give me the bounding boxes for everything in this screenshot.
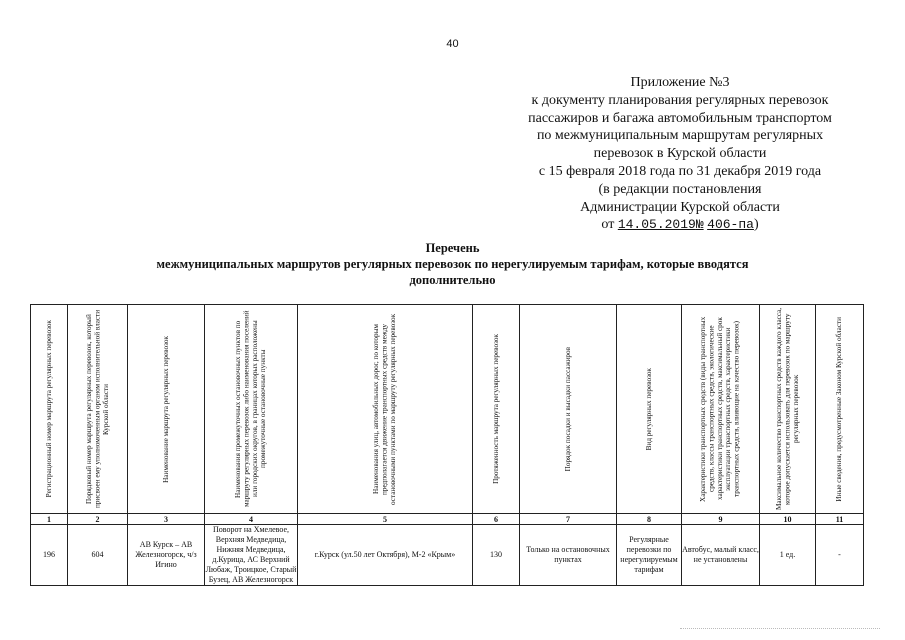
- number-value: 406-па: [707, 217, 754, 233]
- header-text: Характеристики транспортных средств (виды транспортных средств, классы транспортных средств, экологические характеристики транспортных средств, максимальный срок эксплуатации транспортных средств, характеристики транспортных средств, влияющие на качество перевозок): [699, 316, 742, 502]
- cell-transport-type: Регулярные перевозки по нерегулируемым тарифам: [617, 525, 682, 586]
- date-prefix: от: [601, 217, 615, 233]
- appendix-line: перевозок в Курской области: [593, 146, 767, 162]
- appendix-line: с 15 февраля 2018 года по 31 декабря 2019 года: [538, 163, 822, 179]
- column-number: 9: [682, 514, 760, 525]
- column-number: 11: [816, 514, 864, 525]
- cell-other-info: -: [816, 525, 864, 586]
- cell-length: 130: [473, 525, 520, 586]
- appendix-line: (в редакции постановления: [598, 181, 762, 197]
- column-number: 5: [298, 514, 473, 525]
- routes-table: [30, 304, 864, 586]
- column-number: 3: [128, 514, 205, 525]
- cell-serial-number: 604: [68, 525, 128, 586]
- header-cell: [128, 305, 205, 514]
- appendix-line: пассажиров и багажа автомобильным транспортом: [528, 110, 832, 126]
- header-cell: [520, 305, 617, 514]
- title-line-3: дополнительно: [409, 273, 496, 287]
- header-cell: [816, 305, 864, 514]
- header-text: Наименование маршрута регулярных перевозок: [161, 335, 170, 483]
- column-number: 6: [473, 514, 520, 525]
- column-number: 4: [205, 514, 298, 525]
- scan-artifact: [680, 628, 880, 633]
- cell-route-name: АВ Курск – АВ Железногорск, ч/з Игино: [128, 525, 205, 586]
- header-text: Иные сведения, предусмотренные Законом Курской области: [835, 316, 844, 502]
- header-text: Наименования промежуточных остановочных пунктов по маршруту регулярных перевозок либо наименования поселений или городских округов, в границах которых расположены промежуточные остановочные пункты: [234, 310, 268, 508]
- header-cell: [473, 305, 520, 514]
- cell-registration-number: 196: [31, 525, 68, 586]
- title-line-2: межмуниципальных маршрутов регулярных перевозок по нерегулируемым тарифам, которые вводятся: [156, 257, 749, 271]
- appendix-line: к документу планирования регулярных перевозок: [531, 92, 829, 108]
- closing-bracket: ): [753, 217, 759, 233]
- cell-max-vehicles: 1 ед.: [760, 525, 816, 586]
- header-cell: [760, 305, 816, 514]
- header-cell: [68, 305, 128, 514]
- header-text: Вид регулярных перевозок: [644, 367, 653, 451]
- header-text: Максимальное количество транспортных средств каждого класса, которое допускается использовать для перевозок по маршруту регулярных перевозок: [774, 307, 800, 511]
- date-value: 14.05.2019: [617, 217, 696, 233]
- list-title: [0, 240, 905, 288]
- column-number: 8: [617, 514, 682, 525]
- header-cell: [298, 305, 473, 514]
- appendix-date-line: [480, 216, 880, 234]
- cell-vehicle-characteristics: Автобус, малый класс, не установлены: [682, 525, 760, 586]
- number-prefix: №: [695, 217, 704, 233]
- appendix-block: [480, 74, 880, 234]
- header-row: [31, 305, 864, 514]
- page-number: 40: [446, 38, 459, 50]
- header-text: Регистрационный номер маршрута регулярных перевозок: [44, 320, 53, 498]
- cell-intermediate-stops: Поворот на Хмелевое, Верхняя Медведица, Нижняя Медведица, д.Курица, АС Верхний Любаж, Троицкое, Старый Бузец, АВ Железногорск: [205, 525, 297, 584]
- column-number: 2: [68, 514, 128, 525]
- header-cell: [682, 305, 760, 514]
- title-line-1: Перечень: [425, 241, 480, 255]
- header-cell: [31, 305, 68, 514]
- column-number-row: [31, 514, 864, 525]
- column-number: 7: [520, 514, 617, 525]
- cell-boarding-order: Только на остановочных пунктах: [520, 525, 617, 586]
- appendix-line: Администрации Курской области: [580, 199, 780, 215]
- header-text: Порядковый номер маршрута регулярных перевозок, который присвоен ему уполномоченным органом исполнительной власти Курской области: [84, 309, 110, 509]
- appendix-line: Приложение №3: [630, 75, 730, 90]
- header-cell: [205, 305, 298, 514]
- header-text: Протяженность маршрута регулярных перевозок: [491, 334, 500, 484]
- appendix-line: по межмуниципальным маршрутам регулярных: [536, 128, 824, 144]
- header-cell: [617, 305, 682, 514]
- table-row: [31, 525, 864, 586]
- header-text: Порядок посадки и высадки пассажиров: [563, 346, 572, 472]
- column-number: 1: [31, 514, 68, 525]
- header-text: Наименования улиц, автомобильных дорог, по которым предполагается движение транспортных средств между остановочными пунктами по маршруту регулярных перевозок: [372, 313, 398, 505]
- column-number: 10: [760, 514, 816, 525]
- cell-streets: г.Курск (ул.50 лет Октября), М-2 «Крым»: [298, 525, 473, 586]
